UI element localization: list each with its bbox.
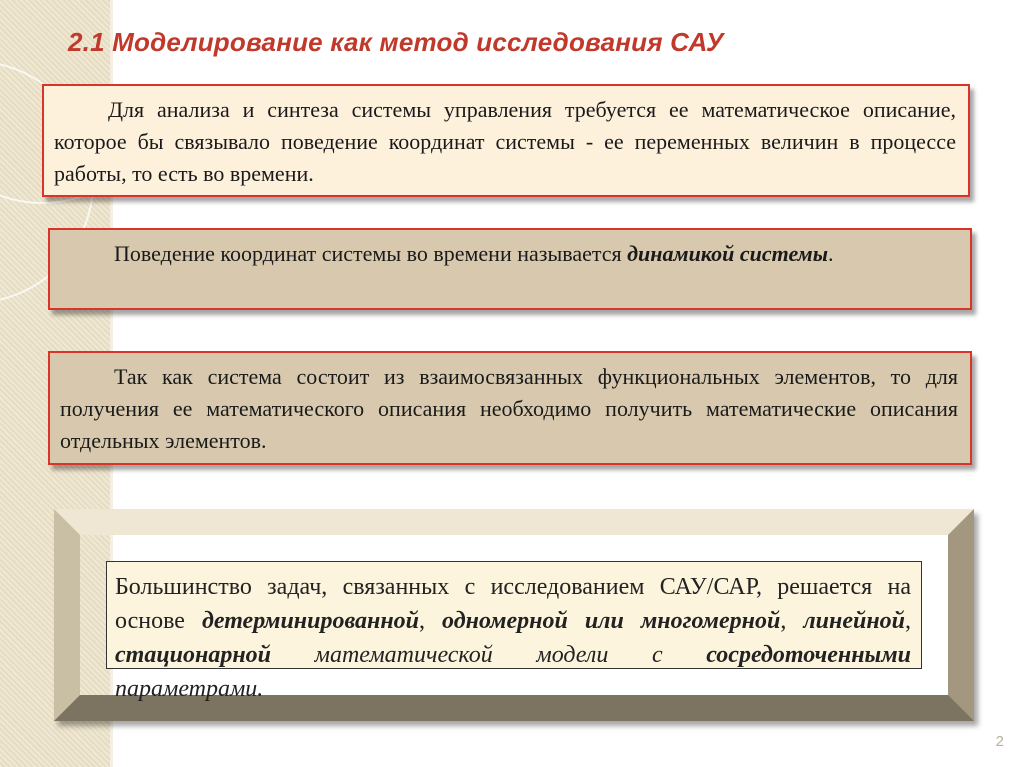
text-box-analysis-text: Для анализа и синтеза системы управления требуется ее математическое описание, которое бы связывало поведение координат системы - ее переменных величин в процессе работы, то есть во времени. — [54, 97, 956, 186]
text-box-elements-text: Так как система состоит из взаимосвязанных функциональных элементов, то для получения ее математического описания необходимо получить математические описания отдельных элементов. — [60, 364, 958, 453]
dynamics-term: динамикой системы — [627, 241, 828, 266]
text-box-dynamics — [48, 228, 972, 310]
beveled-frame — [54, 509, 974, 721]
text-box-analysis — [42, 84, 970, 197]
term-lumped: сосредоточенными — [706, 642, 911, 668]
frame-text-part3: параметрами. — [115, 676, 264, 702]
text-box-dynamics-text — [60, 238, 958, 270]
framed-text — [106, 561, 922, 702]
term-deterministic: детерминированной — [201, 608, 420, 634]
page-number: 2 — [995, 733, 1004, 750]
frame-text-part1: Большинство задач, связанных с исследованием САУ/САР, решается на основе — [115, 574, 911, 634]
dynamics-text-after: . — [828, 241, 834, 266]
term-stationary: стационарной — [115, 642, 272, 668]
dynamics-text-before: Поведение координат системы во времени называется — [114, 241, 628, 266]
term-linear: линейной — [803, 608, 906, 634]
term-dimensional: одномерной или многомерной — [442, 608, 781, 634]
frame-sep: , — [419, 608, 443, 634]
frame-text-part2: математической модели с — [271, 642, 707, 668]
text-box-elements — [48, 351, 972, 465]
frame-sep: , — [780, 608, 804, 634]
slide-title: 2.1 Моделирование как метод исследования САУ — [68, 27, 724, 57]
frame-sep: , — [905, 608, 912, 634]
